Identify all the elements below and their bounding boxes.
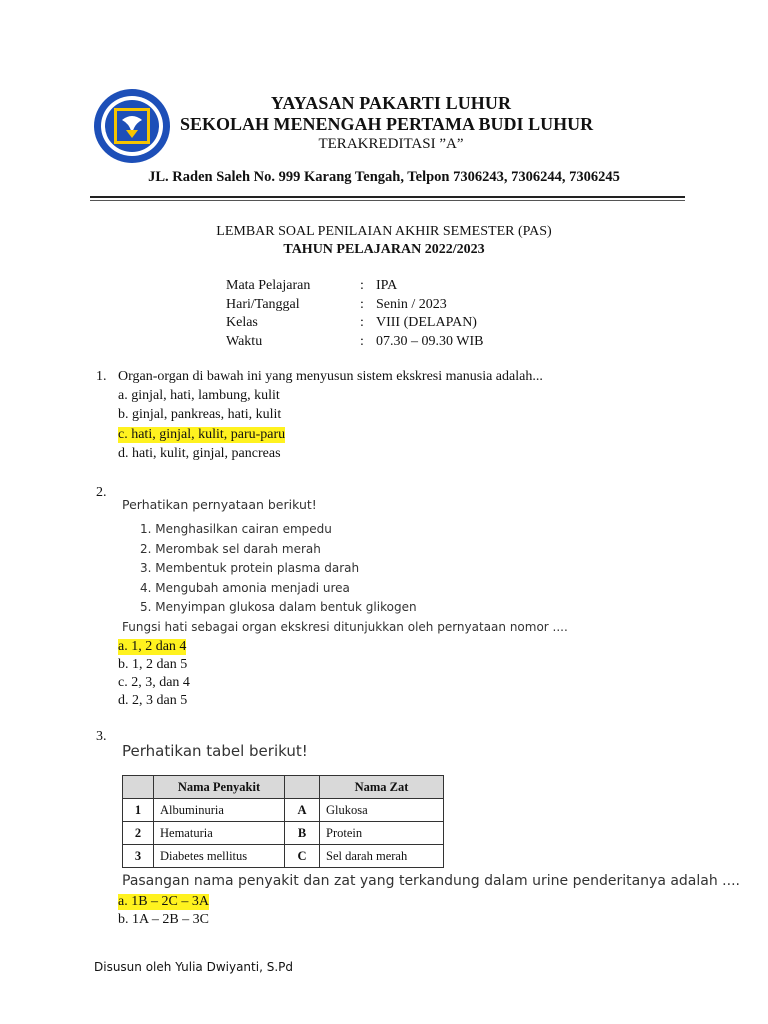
table-cell: Hematuria bbox=[154, 822, 285, 845]
q2-statement: 1. Menghasilkan cairan empedu bbox=[140, 522, 332, 536]
info-label: Mata Pelajaran bbox=[226, 278, 311, 293]
info-row bbox=[226, 334, 483, 353]
q1-option-a: a. ginjal, hati, lambung, kulit bbox=[118, 388, 280, 403]
header-divider-thin bbox=[90, 200, 685, 201]
col-header-substance: Nama Zat bbox=[320, 776, 444, 799]
info-label: Kelas bbox=[226, 315, 258, 330]
q3-option-b: b. 1A – 2B – 3C bbox=[118, 912, 210, 927]
q3-intro: Perhatikan tabel berikut! bbox=[122, 742, 308, 760]
q3-option-a-answer: a. 1B – 2C – 3A bbox=[118, 894, 209, 909]
q2-intro: Perhatikan pernyataan berikut! bbox=[122, 497, 317, 512]
accreditation: TERAKREDITASI ”A” bbox=[318, 136, 464, 152]
q2-option-d: d. 2, 3 dan 5 bbox=[118, 693, 188, 708]
info-value: Senin / 2023 bbox=[376, 296, 447, 312]
q1-number: 1. bbox=[96, 369, 107, 384]
table-row bbox=[123, 799, 444, 822]
table-cell: 3 bbox=[123, 845, 154, 868]
exam-info bbox=[226, 278, 483, 352]
table-row bbox=[123, 845, 444, 868]
q2-option-b: b. 1, 2 dan 5 bbox=[118, 657, 188, 672]
doc-subtitle: TAHUN PELAJARAN 2022/2023 bbox=[283, 242, 485, 257]
info-label: Hari/Tanggal bbox=[226, 296, 300, 312]
info-value: 07.30 – 09.30 WIB bbox=[376, 333, 484, 349]
q2-statement: 4. Mengubah amonia menjadi urea bbox=[140, 581, 350, 595]
q1-option-d: d. hati, kulit, ginjal, pancreas bbox=[118, 446, 281, 461]
table-cell: 2 bbox=[123, 822, 154, 845]
col-header-disease: Nama Penyakit bbox=[154, 776, 285, 799]
table-cell: B bbox=[285, 822, 320, 845]
q1-option-b: b. ginjal, pankreas, hati, kulit bbox=[118, 407, 282, 422]
q1-option-c-answer: c. hati, ginjal, kulit, paru-paru bbox=[118, 427, 286, 442]
table-cell: 1 bbox=[123, 799, 154, 822]
info-sep: : bbox=[360, 296, 364, 312]
info-sep: : bbox=[360, 315, 364, 330]
q2-statement: 2. Merombak sel darah merah bbox=[140, 542, 321, 556]
info-row bbox=[226, 315, 483, 334]
q2-option-c: c. 2, 3, dan 4 bbox=[118, 675, 190, 690]
author-footer: Disusun oleh Yulia Dwiyanti, S.Pd bbox=[94, 960, 293, 974]
q2-option-a-answer: a. 1, 2 dan 4 bbox=[118, 639, 187, 654]
school-name: SEKOLAH MENENGAH PERTAMA BUDI LUHUR bbox=[180, 114, 594, 134]
q2-number: 2. bbox=[96, 485, 107, 500]
table-cell: Albuminuria bbox=[154, 799, 285, 822]
table-header-row bbox=[123, 776, 444, 799]
info-row bbox=[226, 278, 483, 297]
table-cell: A bbox=[285, 799, 320, 822]
table-cell: Protein bbox=[320, 822, 444, 845]
info-row bbox=[226, 297, 483, 316]
doc-title: LEMBAR SOAL PENILAIAN AKHIR SEMESTER (PAS) bbox=[216, 224, 552, 239]
table-row bbox=[123, 822, 444, 845]
table-cell: Diabetes mellitus bbox=[154, 845, 285, 868]
q3-question: Pasangan nama penyakit dan zat yang terkandung dalam urine penderitanya adalah .... bbox=[122, 873, 740, 889]
table-cell: C bbox=[285, 845, 320, 868]
q2-question: Fungsi hati sebagai organ ekskresi ditunjukkan oleh pernyataan nomor .... bbox=[122, 620, 568, 634]
info-sep: : bbox=[360, 333, 364, 349]
q2-statement: 5. Menyimpan glukosa dalam bentuk glikogen bbox=[140, 600, 417, 614]
col-header-letter bbox=[285, 776, 320, 799]
disease-table bbox=[122, 775, 444, 868]
info-sep: : bbox=[360, 278, 364, 293]
foundation-name: YAYASAN PAKARTI LUHUR bbox=[270, 93, 512, 113]
info-value: VIII (DELAPAN) bbox=[376, 315, 477, 330]
col-header-number bbox=[123, 776, 154, 799]
school-address: JL. Raden Saleh No. 999 Karang Tengah, Telpon 7306243, 7306244, 7306245 bbox=[148, 169, 620, 185]
q2-statement: 3. Membentuk protein plasma darah bbox=[140, 561, 360, 575]
info-value: IPA bbox=[376, 278, 398, 293]
q1-text: Organ-organ di bawah ini yang menyusun sistem ekskresi manusia adalah... bbox=[118, 369, 543, 384]
q3-number: 3. bbox=[96, 729, 107, 744]
table-cell: Glukosa bbox=[320, 799, 444, 822]
table-cell: Sel darah merah bbox=[320, 845, 444, 868]
header-divider bbox=[90, 196, 685, 198]
info-label: Waktu bbox=[226, 333, 263, 349]
